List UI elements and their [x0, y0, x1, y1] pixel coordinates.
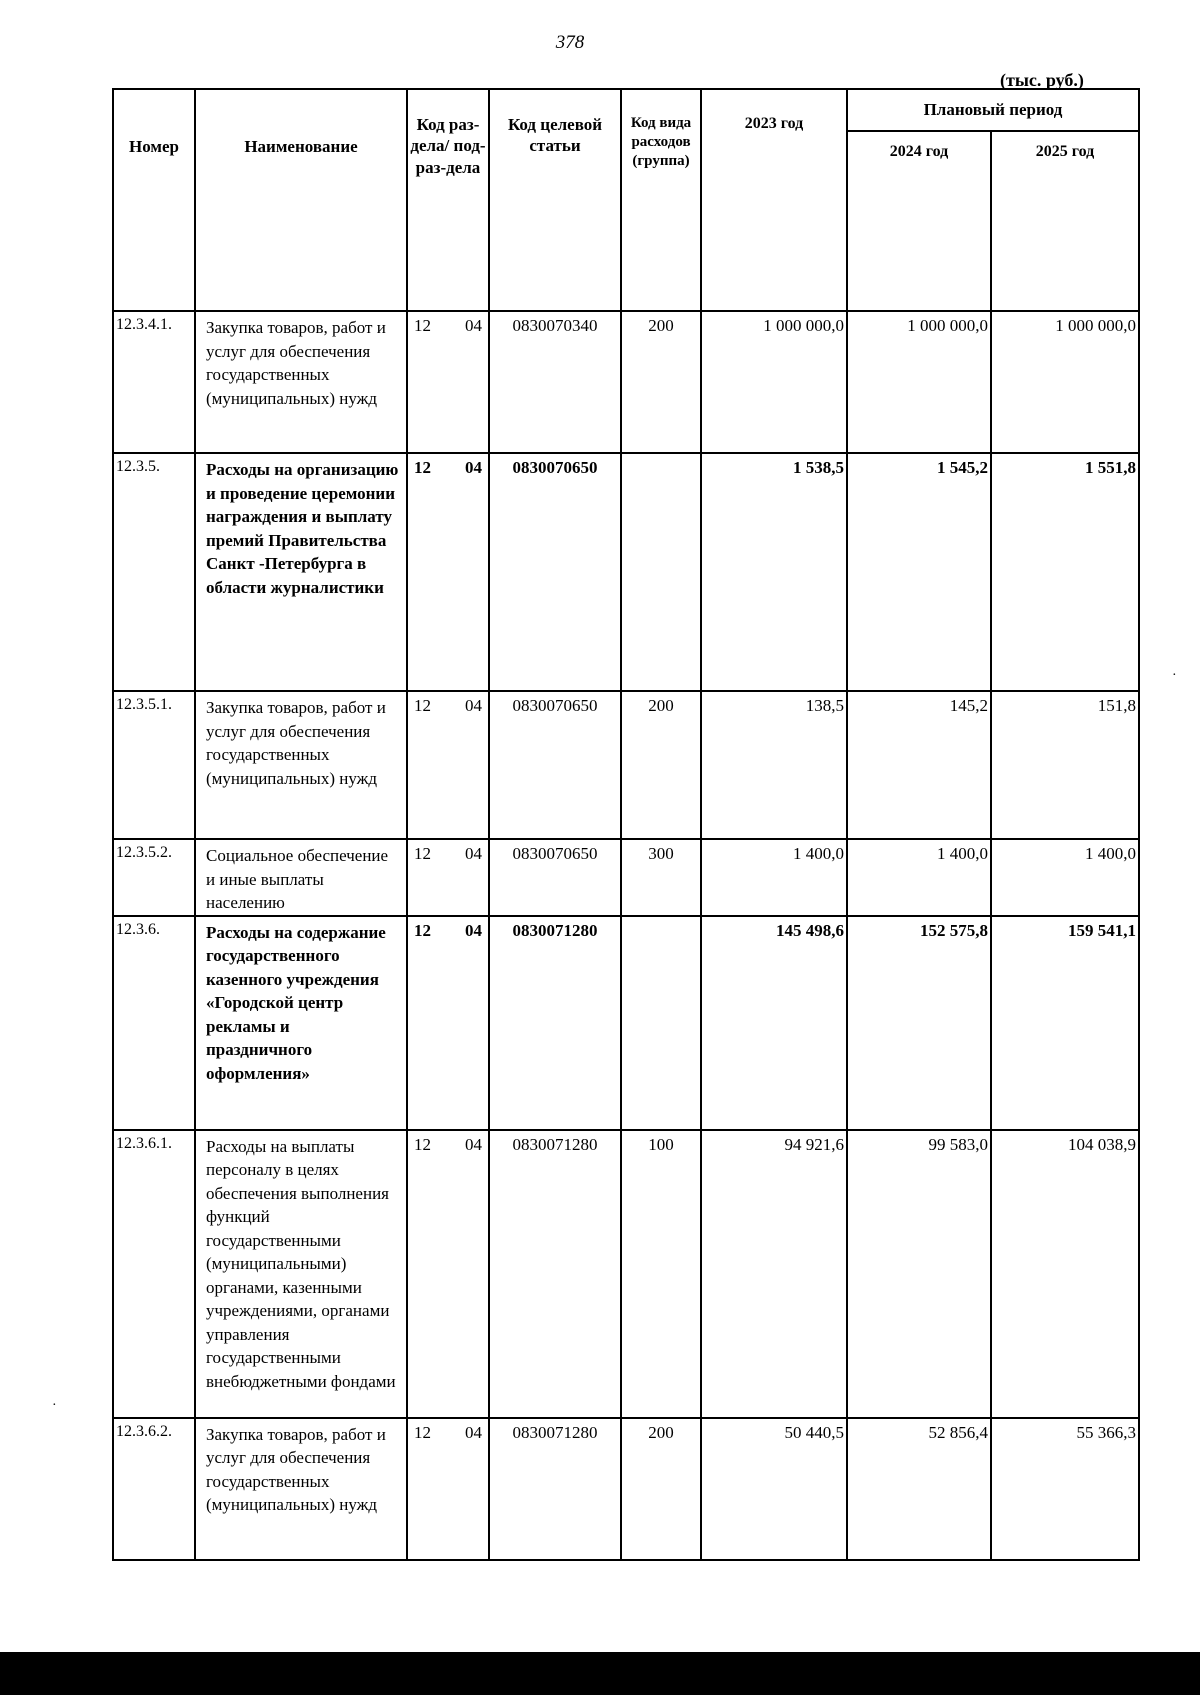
scan-speck: ·	[1172, 668, 1177, 683]
row-amount-2023: 145 498,6	[701, 916, 847, 1130]
row-amount-2025: 104 038,9	[991, 1130, 1139, 1418]
header-year-2024: 2024 год	[847, 131, 991, 311]
row-amount-2023: 1 538,5	[701, 453, 847, 691]
row-amount-2023: 138,5	[701, 691, 847, 839]
row-section: 12	[414, 696, 431, 715]
row-target-code: 0830071280	[489, 916, 621, 1130]
table-row	[113, 839, 1139, 916]
row-number: 12.3.5.	[113, 453, 195, 691]
row-amount-2024: 1 545,2	[847, 453, 991, 691]
row-amount-2025: 1 400,0	[991, 839, 1139, 916]
row-name: Расходы на выплаты персоналу в целях обеспечения выполнения функций государственными (муниципальными) органами, казенными учреждениями, органами управления государственными внебюджетными фондами	[195, 1130, 407, 1418]
row-expense-group: 200	[621, 691, 701, 839]
row-amount-2024: 152 575,8	[847, 916, 991, 1130]
budget-table	[112, 88, 1140, 1561]
row-target-code: 0830071280	[489, 1130, 621, 1418]
header-name: Наименование	[195, 89, 407, 311]
row-section-code	[407, 311, 489, 453]
scan-speck: ·	[52, 1398, 57, 1413]
row-expense-group: 300	[621, 839, 701, 916]
row-subsection: 04	[465, 696, 482, 715]
row-amount-2025: 151,8	[991, 691, 1139, 839]
header-year-2025: 2025 год	[991, 131, 1139, 311]
header-planned-period: Плановый период	[847, 89, 1139, 131]
row-section: 12	[414, 844, 431, 863]
row-number: 12.3.4.1.	[113, 311, 195, 453]
row-subsection: 04	[465, 844, 482, 863]
row-section-code	[407, 691, 489, 839]
row-number: 12.3.6.	[113, 916, 195, 1130]
row-number: 12.3.6.1.	[113, 1130, 195, 1418]
row-expense-group: 100	[621, 1130, 701, 1418]
row-name: Расходы на содержание государственного казенного учреждения «Городской центр рекламы и праздничного оформления»	[195, 916, 407, 1130]
row-number: 12.3.5.1.	[113, 691, 195, 839]
row-subsection: 04	[465, 1422, 482, 1442]
row-subsection: 04	[465, 458, 482, 477]
row-amount-2024: 99 583,0	[847, 1130, 991, 1418]
row-subsection: 04	[465, 920, 482, 940]
row-target-code: 0830070650	[489, 691, 621, 839]
row-section-code	[407, 1130, 489, 1418]
page-number: 378	[555, 32, 585, 53]
row-expense-group	[621, 453, 701, 691]
row-expense-group: 200	[621, 311, 701, 453]
row-amount-2024: 145,2	[847, 691, 991, 839]
row-amount-2024: 52 856,4	[847, 1418, 991, 1560]
row-name: Расходы на организацию и проведение церемонии награждения и выплату премий Правительства Санкт -Петербурга в области журналистики	[195, 453, 407, 691]
row-section-code	[407, 453, 489, 691]
table-row	[113, 916, 1139, 1130]
row-amount-2025: 159 541,1	[991, 916, 1139, 1130]
row-target-code: 0830070650	[489, 453, 621, 691]
row-amount-2023: 50 440,5	[701, 1418, 847, 1560]
row-amount-2023: 94 921,6	[701, 1130, 847, 1418]
table-body	[113, 311, 1139, 1560]
row-amount-2025: 55 366,3	[991, 1418, 1139, 1560]
table-header	[113, 89, 1139, 311]
row-section: 12	[414, 316, 431, 335]
table-row	[113, 691, 1139, 839]
units-label: (тыс. руб.)	[1000, 70, 1084, 90]
row-section-code	[407, 916, 489, 1130]
row-number: 12.3.6.2.	[113, 1418, 195, 1560]
header-expense-type: Код вида расходов (группа)	[621, 89, 701, 311]
row-expense-group	[621, 916, 701, 1130]
row-section: 12	[414, 458, 431, 477]
scan-bottom-bar	[0, 1652, 1200, 1695]
row-name: Закупка товаров, работ и услуг для обеспечения государственных (муниципальных) нужд	[195, 1418, 407, 1560]
row-number: 12.3.5.2.	[113, 839, 195, 916]
row-target-code: 0830070340	[489, 311, 621, 453]
row-amount-2023: 1 000 000,0	[701, 311, 847, 453]
row-amount-2025: 1 551,8	[991, 453, 1139, 691]
row-target-code: 0830071280	[489, 1418, 621, 1560]
row-name: Закупка товаров, работ и услуг для обеспечения государственных (муниципальных) нужд	[195, 691, 407, 839]
table-row	[113, 311, 1139, 453]
row-section-code	[407, 1418, 489, 1560]
row-section: 12	[414, 1134, 431, 1154]
header-section-code: Код раз-дела/ под-раз-дела	[407, 89, 489, 311]
row-target-code: 0830070650	[489, 839, 621, 916]
header-year-2023: 2023 год	[701, 89, 847, 311]
header-target-code: Код целевой статьи	[489, 89, 621, 311]
row-expense-group: 200	[621, 1418, 701, 1560]
row-name: Закупка товаров, работ и услуг для обеспечения государственных (муниципальных) нужд	[195, 311, 407, 453]
row-name: Социальное обеспечение и иные выплаты населению	[195, 839, 407, 916]
row-amount-2025: 1 000 000,0	[991, 311, 1139, 453]
row-section: 12	[414, 1422, 431, 1442]
row-amount-2023: 1 400,0	[701, 839, 847, 916]
row-section: 12	[414, 920, 431, 940]
table-row	[113, 1130, 1139, 1418]
row-amount-2024: 1 400,0	[847, 839, 991, 916]
table-row	[113, 453, 1139, 691]
header-number: Номер	[113, 89, 195, 311]
row-section-code	[407, 839, 489, 916]
table-row	[113, 1418, 1139, 1560]
row-subsection: 04	[465, 316, 482, 335]
row-subsection: 04	[465, 1134, 482, 1154]
row-amount-2024: 1 000 000,0	[847, 311, 991, 453]
